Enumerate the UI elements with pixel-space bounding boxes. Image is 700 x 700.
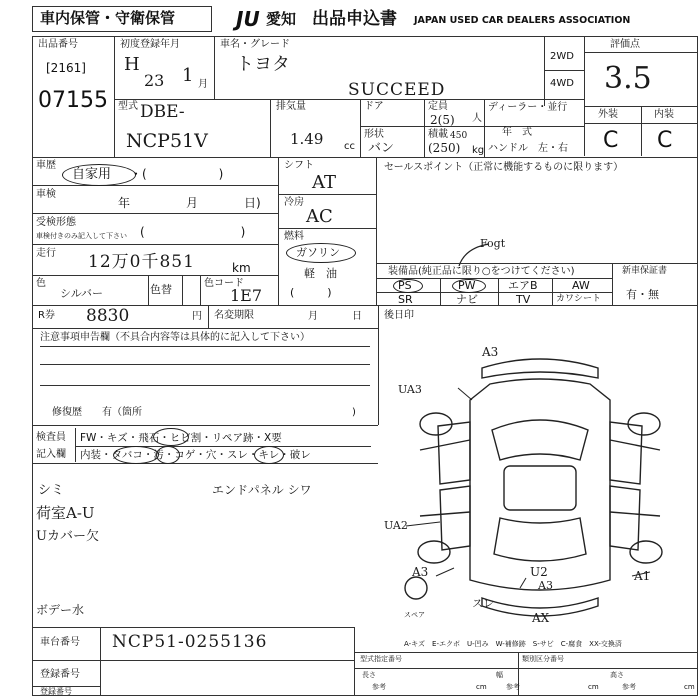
chassis-value: NCP51-0255136 (112, 632, 268, 652)
displacement-value: 1.49 (290, 130, 324, 148)
diagram-mark-rear-center-2: A3 (538, 579, 553, 592)
equipment-leather-seat: カワシート (556, 294, 602, 304)
length-unit: cm (476, 683, 487, 691)
diagram-spare-tire (405, 577, 427, 599)
association-name: JAPAN USED CAR DEALERS ASSOCIATION (414, 15, 631, 26)
color-code-value: 1E7 (230, 286, 263, 305)
warranty-label: 新車保証書 (622, 266, 668, 276)
fuel-diesel: 軽 油 (304, 267, 337, 280)
header-left-title: 車内保管・守衛保管 (40, 9, 176, 27)
reception-paren: ( ) (140, 225, 246, 239)
type-code-model: NCP51V (126, 130, 208, 152)
damage-legend: A-キズ E-エクボ U-凹み W-補修跡 S-サビ C-腐食 XX-交換済 (404, 640, 622, 648)
repair-label: 修復歴 有（箇所 (52, 407, 142, 418)
registration-month: 1 (182, 65, 194, 86)
width-unit: cm (588, 683, 599, 691)
lot-sub-number: [2161] (46, 61, 86, 75)
sales-point-note: Fogt (480, 237, 506, 250)
equipment-aw: AW (572, 279, 590, 292)
inspector-circle-stain (156, 446, 180, 464)
ref-label-3: 参考 (622, 683, 636, 691)
name-change-label: 名変期限 (214, 310, 254, 321)
color-code-label: 色コード (204, 278, 244, 289)
equipment-label: 装備品(純正品に限り○をつけてください) (388, 266, 575, 277)
registration-label: 初度登録年月 (120, 39, 180, 50)
equipment-navi: ナビ (456, 293, 478, 306)
diagram-wheel-rear-left (418, 541, 450, 563)
mileage-unit: km (232, 261, 251, 275)
diagram-wheel-rear-right (630, 541, 662, 563)
inspector-circle-tobacco (113, 446, 159, 464)
equipment-pw: PW (458, 279, 476, 292)
color-change-label: 色替 (150, 283, 172, 296)
after-fit-label: 後日印 (384, 310, 414, 321)
inspection-label: 車検 (36, 189, 56, 200)
diagram-spare-label: スペア (404, 611, 425, 619)
history-private: 自家用 (72, 167, 112, 182)
diagram-mark-rear-scuff: スレ (472, 597, 494, 610)
diagram-body-outline (470, 379, 610, 590)
displacement-unit: cc (344, 141, 355, 152)
diagram-roof (504, 466, 576, 510)
lot-number: 07155 (38, 88, 108, 113)
aircon-label: 冷房 (284, 197, 304, 208)
plate-label: 登録番号 (40, 669, 80, 680)
inspector-row-2: 内装・タバコ・汚・コゲ・穴・スレ・キレ・破レ (80, 449, 311, 461)
door-label: ドア (364, 101, 384, 112)
car-diagram (400, 340, 690, 640)
inspector-engine-note: エンドパネル シワ (212, 483, 312, 497)
lot-number-label: 出品番号 (38, 39, 78, 50)
length-label: 長さ (362, 671, 376, 679)
color-value: シルバー (60, 287, 103, 300)
reception-label: 受検形態 (36, 217, 76, 228)
diagram-mark-rear-bottom: AX (532, 611, 550, 625)
handle-label: ハンドル 左・右 (488, 143, 568, 154)
displacement-label: 排気量 (276, 101, 306, 112)
inspector-note-1: シミ (38, 483, 65, 498)
fuel-gasoline: ガソリン (296, 246, 340, 259)
diagram-windshield (492, 420, 588, 460)
diagram-mark-left-mid: UA2 (384, 519, 408, 532)
ref-label-1: 参考 (372, 683, 386, 691)
header-aichi: 愛知 (266, 10, 297, 28)
history-rest: ・( ) (130, 167, 224, 181)
type-code-prefix: DBE- (140, 102, 185, 122)
diagram-left-door-rear (440, 486, 470, 550)
load-value: (250) (428, 141, 461, 155)
form-title: 出品申込書 (312, 9, 397, 29)
inspector-label-1: 検査員 (36, 432, 66, 443)
interior-grade: C (657, 128, 673, 153)
diagram-right-door-front (610, 422, 642, 484)
interior-label: 内装 (654, 109, 674, 120)
shift-label: シフト (284, 160, 314, 171)
reception-note: 車検付きのみ記入して下さい (36, 232, 127, 240)
type-designation-label: 型式指定番号 (360, 655, 402, 663)
diagram-mark-front: A3 (482, 345, 499, 359)
name-change-month: 月 (308, 311, 318, 322)
registration-era: H (124, 54, 140, 75)
drive-2wd: 2WD (550, 51, 574, 62)
mileage-value: 12万0千851 (88, 252, 195, 272)
diagram-right-door-rear (610, 486, 640, 550)
body-shape-label: 形状 (364, 129, 384, 140)
seal-label: 登録番号 (40, 687, 72, 696)
score-label: 評価点 (610, 39, 640, 50)
history-label: 車歴 (36, 160, 56, 171)
diagram-mark-rear-left: A3 (412, 565, 429, 579)
diagram-mark-front-left: UA3 (398, 383, 422, 396)
grade-name: SUCCEED (348, 80, 446, 100)
load-label: 積載 (428, 129, 448, 140)
inspector-circle-chip (153, 428, 189, 446)
diagram-mark-rear-center: U2 (530, 565, 548, 579)
inspection-month: 月 (186, 196, 199, 210)
height-label: 高さ (610, 671, 624, 679)
inspector-label-2: 記入欄 (36, 449, 66, 460)
maker-name: トヨタ (236, 54, 290, 75)
exterior-grade: C (603, 128, 619, 153)
diagram-rear-window (494, 518, 586, 561)
inspector-note-3: Uカバー欠 (36, 529, 99, 544)
color-label: 色 (36, 278, 46, 289)
ju-logo: JU (236, 7, 260, 31)
diagram-left-door-front (438, 422, 470, 484)
model-name-label: 車名・グレード (220, 39, 290, 50)
inspection-day: 日) (244, 196, 261, 210)
capacity-label: 定員 (428, 101, 448, 112)
inspector-circle-scuff (254, 446, 284, 464)
dealer-label: ディーラー・並行 (488, 102, 568, 113)
score-value: 3.5 (604, 61, 652, 96)
drive-4wd: 4WD (550, 78, 574, 89)
equipment-airbag: エアB (508, 279, 538, 292)
width-label: 幅 (496, 671, 503, 679)
inspection-year: 年 (118, 196, 131, 210)
type-code-label: 型式 (118, 101, 138, 112)
equipment-ps: PS (398, 279, 412, 292)
fuel-paren: ( ) (290, 286, 332, 299)
load-top-value: 450 (450, 131, 468, 141)
diagram-wheel-front-left (420, 413, 452, 435)
aircon-value: AC (306, 206, 333, 227)
name-change-day: 日 (352, 311, 362, 322)
class-number-label: 類別区分番号 (522, 655, 564, 663)
shift-value: AT (312, 172, 337, 193)
capacity-value: 2(5) (430, 113, 455, 127)
warranty-options: 有・無 (626, 288, 659, 301)
ref-label-2: 参考 (506, 683, 520, 691)
year-label: 年 式 (502, 127, 532, 138)
notes-label: 注意事項申告欄（不具合内容等は具体的に記入して下さい） (40, 332, 310, 343)
equipment-sr: SR (398, 293, 413, 306)
inspector-note-2: 荷室A-U (36, 504, 95, 522)
equipment-tv: TV (516, 293, 531, 306)
load-unit: kg (472, 145, 485, 156)
registration-year: 23 (144, 71, 165, 90)
diagram-front-bumper (482, 359, 598, 378)
recycle-value: 8830 (86, 306, 130, 326)
height-unit: cm (684, 683, 695, 691)
inspector-row-1: FW・キズ・飛石・ヒビ割・リペア跡・X要 (80, 432, 282, 444)
fuel-label: 燃料 (284, 231, 304, 242)
exterior-label: 外装 (598, 109, 618, 120)
recycle-unit: 円 (192, 311, 202, 322)
recycle-label: R券 (38, 310, 55, 321)
capacity-unit: 人 (472, 113, 482, 124)
sales-point-label: セールスポイント（正常に機能するものに限ります） (384, 162, 624, 173)
body-shape-value: バン (368, 141, 395, 156)
diagram-wheel-front-right (628, 413, 660, 435)
repair-close: ) (352, 407, 356, 418)
inspector-bottom-note: ボデー水 (36, 603, 85, 617)
mileage-label: 走行 (36, 248, 56, 259)
diagram-mark-rear-right: A1 (634, 569, 651, 583)
chassis-label: 車台番号 (40, 637, 80, 648)
registration-month-unit: 月 (198, 79, 208, 90)
